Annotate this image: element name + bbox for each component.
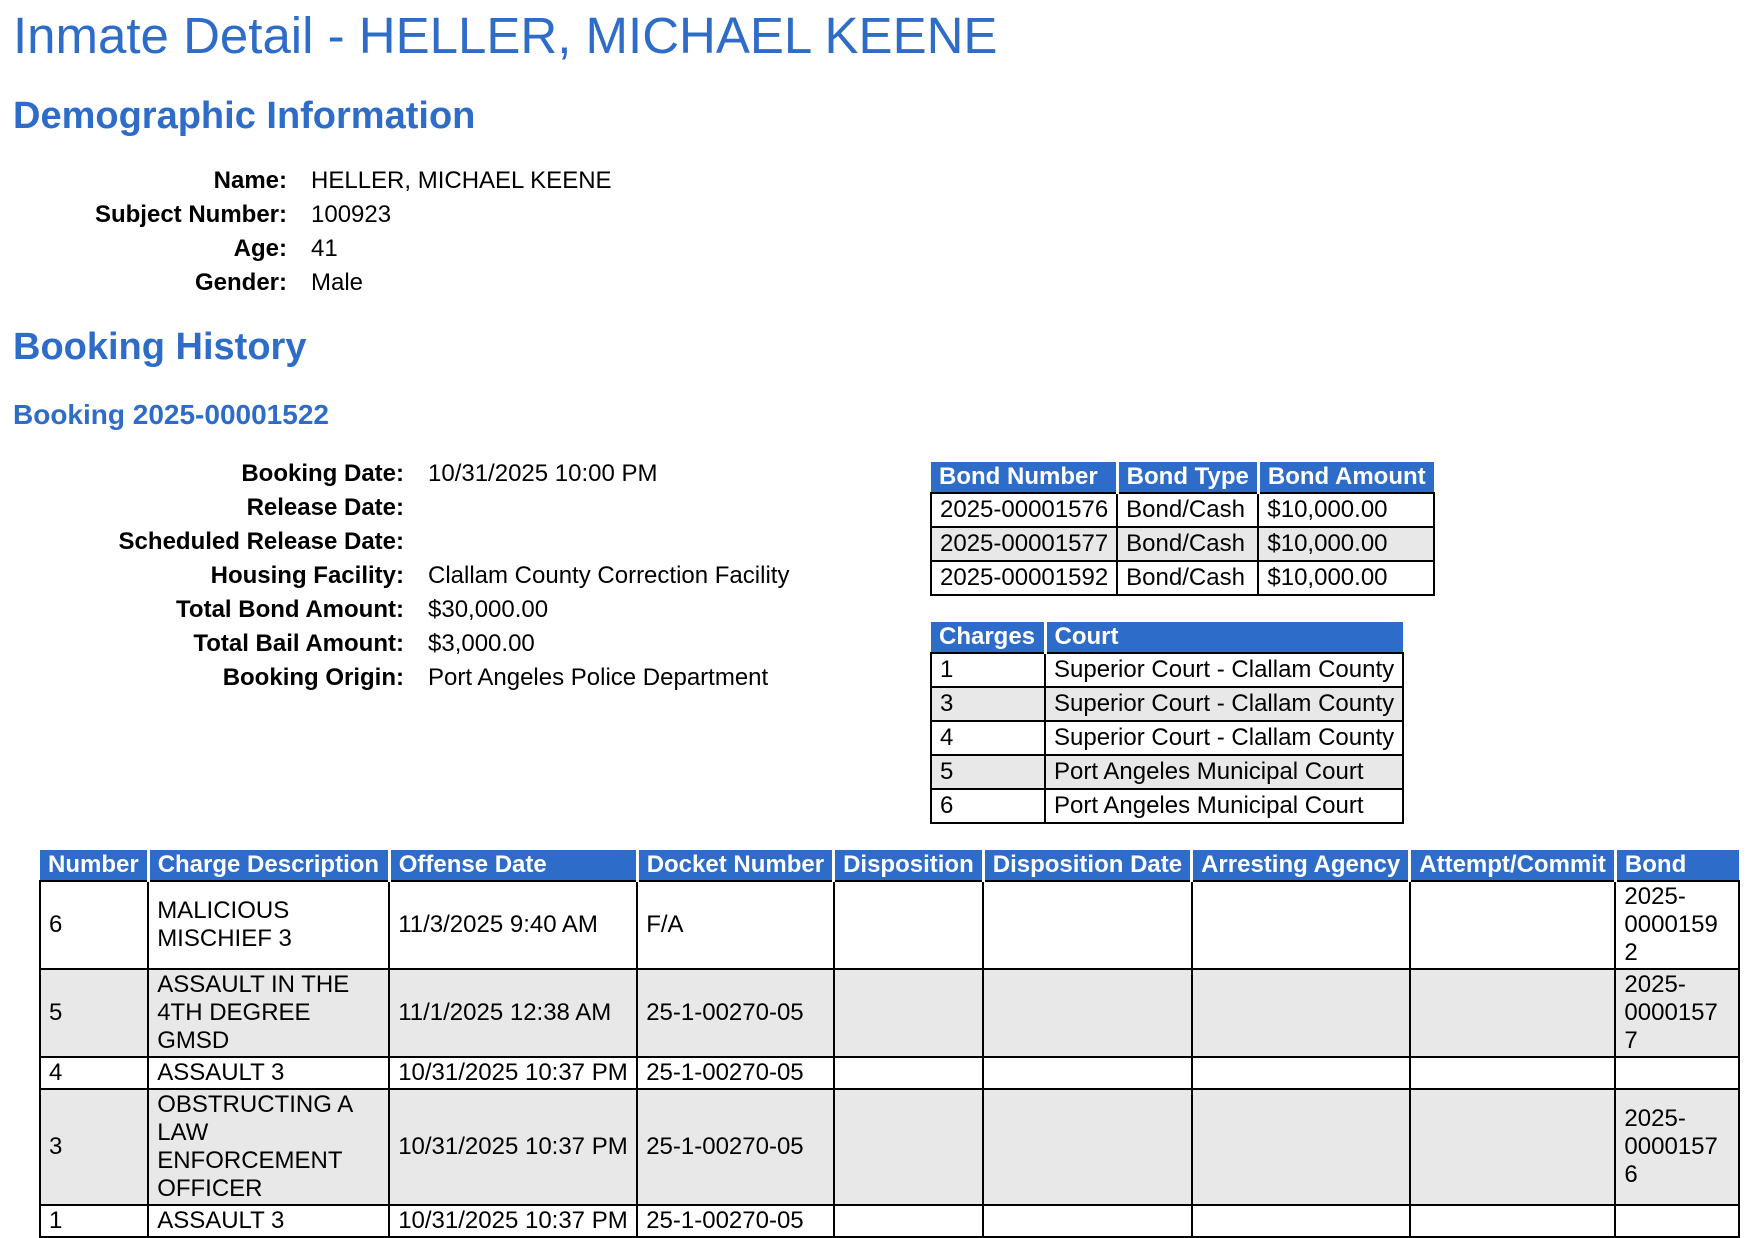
- field-label: Booking Date:: [241, 460, 404, 487]
- column-header: Disposition Date: [983, 850, 1191, 881]
- table-cell: [1192, 1057, 1410, 1089]
- table-cell: 2025-00001592: [1615, 881, 1739, 969]
- table-cell: [1615, 1057, 1739, 1089]
- column-header: Bond Amount: [1258, 462, 1433, 493]
- table-cell: 5: [40, 969, 148, 1057]
- table-cell: 2025-00001592: [931, 561, 1117, 595]
- table-cell: 1: [931, 653, 1045, 687]
- field-row-name: [0, 164, 612, 198]
- court-table: [930, 622, 1404, 824]
- table-cell: [983, 969, 1191, 1057]
- table-row: [931, 687, 1403, 721]
- table-cell: Bond/Cash: [1117, 527, 1258, 561]
- field-row-age: [0, 232, 612, 266]
- field-row-subject-number: [0, 198, 612, 232]
- table-cell: 11/1/2025 12:38 AM: [389, 969, 637, 1057]
- demographic-heading: Demographic Information: [13, 95, 476, 137]
- table-cell: 25-1-00270-05: [637, 1205, 833, 1237]
- table-cell: ASSAULT 3: [148, 1205, 389, 1237]
- field-row-release-date: [0, 491, 789, 525]
- column-header: Disposition: [834, 850, 984, 881]
- table-cell: [1410, 969, 1616, 1057]
- table-cell: 25-1-00270-05: [637, 969, 833, 1057]
- table-cell: F/A: [637, 881, 833, 969]
- table-cell: 6: [931, 789, 1045, 823]
- column-header: Bond: [1615, 850, 1739, 881]
- table-row: [40, 969, 1739, 1057]
- table-cell: [1192, 969, 1410, 1057]
- table-row: [40, 1205, 1739, 1237]
- table-cell: [834, 969, 984, 1057]
- table-cell: 10/31/2025 10:37 PM: [389, 1205, 637, 1237]
- table-cell: [834, 1089, 984, 1205]
- table-cell: 2025-00001576: [931, 493, 1117, 527]
- table-cell: Bond/Cash: [1117, 493, 1258, 527]
- table-cell: Superior Court - Clallam County: [1045, 721, 1403, 755]
- table-cell: [983, 881, 1191, 969]
- table-row: [931, 493, 1434, 527]
- table-cell: $10,000.00: [1258, 527, 1433, 561]
- charges-table: [39, 850, 1740, 1238]
- table-cell: 5: [931, 755, 1045, 789]
- field-label: Gender:: [194, 269, 287, 296]
- field-label: Age:: [233, 235, 287, 262]
- table-cell: [1192, 881, 1410, 969]
- table-cell: [1410, 881, 1616, 969]
- booking-history-heading: Booking History: [13, 326, 307, 368]
- field-row-gender: [0, 266, 612, 300]
- field-value: $3,000.00: [428, 630, 535, 657]
- booking-fields: [0, 457, 789, 695]
- table-row: [931, 561, 1434, 595]
- table-cell: 4: [40, 1057, 148, 1089]
- column-header: Court: [1045, 622, 1403, 653]
- field-label: Subject Number:: [94, 201, 287, 228]
- field-row-housing-facility: [0, 559, 789, 593]
- column-header: Docket Number: [637, 850, 833, 881]
- table-cell: [983, 1057, 1191, 1089]
- table-cell: Port Angeles Municipal Court: [1045, 789, 1403, 823]
- table-cell: [983, 1089, 1191, 1205]
- table-cell: Port Angeles Municipal Court: [1045, 755, 1403, 789]
- table-row: [40, 1089, 1739, 1205]
- booking-heading: Booking 2025-00001522: [13, 399, 329, 430]
- table-cell: $10,000.00: [1258, 493, 1433, 527]
- field-row-booking-origin: [0, 661, 789, 695]
- column-header: Charges: [931, 622, 1045, 653]
- table-cell: 10/31/2025 10:37 PM: [389, 1057, 637, 1089]
- field-value: 10/31/2025 10:00 PM: [428, 460, 658, 487]
- table-cell: 25-1-00270-05: [637, 1089, 833, 1205]
- table-cell: [1615, 1205, 1739, 1237]
- table-cell: 3: [40, 1089, 148, 1205]
- table-row: [931, 789, 1403, 823]
- table-cell: [834, 1057, 984, 1089]
- table-cell: 2025-00001577: [1615, 969, 1739, 1057]
- table-row: [931, 721, 1403, 755]
- table-cell: [1410, 1089, 1616, 1205]
- table-cell: [834, 881, 984, 969]
- field-row-booking-date: [0, 457, 789, 491]
- table-cell: [1410, 1205, 1616, 1237]
- field-value: [404, 491, 428, 525]
- table-header-row: [40, 850, 1739, 881]
- table-cell: [1410, 1057, 1616, 1089]
- column-header: Arresting Agency: [1192, 850, 1410, 881]
- field-value: Clallam County Correction Facility: [428, 562, 790, 589]
- column-header: Bond Type: [1117, 462, 1258, 493]
- field-label: Scheduled Release Date:: [118, 528, 404, 555]
- field-row-scheduled-release-date: [0, 525, 789, 559]
- table-cell: [1192, 1205, 1410, 1237]
- column-header: Charge Description: [148, 850, 389, 881]
- table-row: [40, 881, 1739, 969]
- field-row-total-bond-amount: [0, 593, 789, 627]
- table-cell: 4: [931, 721, 1045, 755]
- field-label: Housing Facility:: [210, 562, 404, 589]
- field-label: Total Bail Amount:: [193, 630, 404, 657]
- column-header: Number: [40, 850, 148, 881]
- page-title: Inmate Detail - HELLER, MICHAEL KEENE: [13, 7, 998, 64]
- column-header: Bond Number: [931, 462, 1117, 493]
- field-value: Port Angeles Police Department: [428, 664, 769, 691]
- table-cell: 1: [40, 1205, 148, 1237]
- table-cell: ASSAULT 3: [148, 1057, 389, 1089]
- table-cell: 25-1-00270-05: [637, 1057, 833, 1089]
- field-label: Name:: [213, 167, 287, 194]
- table-cell: 2025-00001576: [1615, 1089, 1739, 1205]
- field-row-total-bail-amount: [0, 627, 789, 661]
- table-cell: 6: [40, 881, 148, 969]
- table-cell: OBSTRUCTING A LAW ENFORCEMENT OFFICER: [148, 1089, 389, 1205]
- table-cell: 3: [931, 687, 1045, 721]
- table-cell: [834, 1205, 984, 1237]
- table-cell: ASSAULT IN THE 4TH DEGREE GMSD: [148, 969, 389, 1057]
- field-value: 41: [311, 235, 338, 262]
- column-header: Offense Date: [389, 850, 637, 881]
- field-value: Male: [311, 269, 364, 296]
- table-row: [931, 755, 1403, 789]
- table-header-row: [931, 462, 1434, 493]
- table-row: [931, 527, 1434, 561]
- field-value: $30,000.00: [428, 596, 549, 623]
- table-cell: $10,000.00: [1258, 561, 1433, 595]
- table-cell: Superior Court - Clallam County: [1045, 653, 1403, 687]
- field-value: 100923: [311, 201, 392, 228]
- table-cell: Superior Court - Clallam County: [1045, 687, 1403, 721]
- table-row: [40, 1057, 1739, 1089]
- field-value: HELLER, MICHAEL KEENE: [311, 167, 612, 194]
- field-label: Total Bond Amount:: [176, 596, 404, 623]
- table-header-row: [931, 622, 1403, 653]
- table-cell: MALICIOUS MISCHIEF 3: [148, 881, 389, 969]
- bond-table: [930, 462, 1435, 596]
- table-cell: [983, 1205, 1191, 1237]
- table-row: [931, 653, 1403, 687]
- demographic-fields: [0, 164, 612, 300]
- table-cell: 11/3/2025 9:40 AM: [389, 881, 637, 969]
- field-label: Booking Origin:: [222, 664, 404, 691]
- table-cell: 10/31/2025 10:37 PM: [389, 1089, 637, 1205]
- column-header: Attempt/Commit: [1410, 850, 1616, 881]
- table-cell: 2025-00001577: [931, 527, 1117, 561]
- table-cell: Bond/Cash: [1117, 561, 1258, 595]
- field-value: [404, 525, 428, 559]
- table-cell: [1192, 1089, 1410, 1205]
- field-label: Release Date:: [246, 494, 404, 521]
